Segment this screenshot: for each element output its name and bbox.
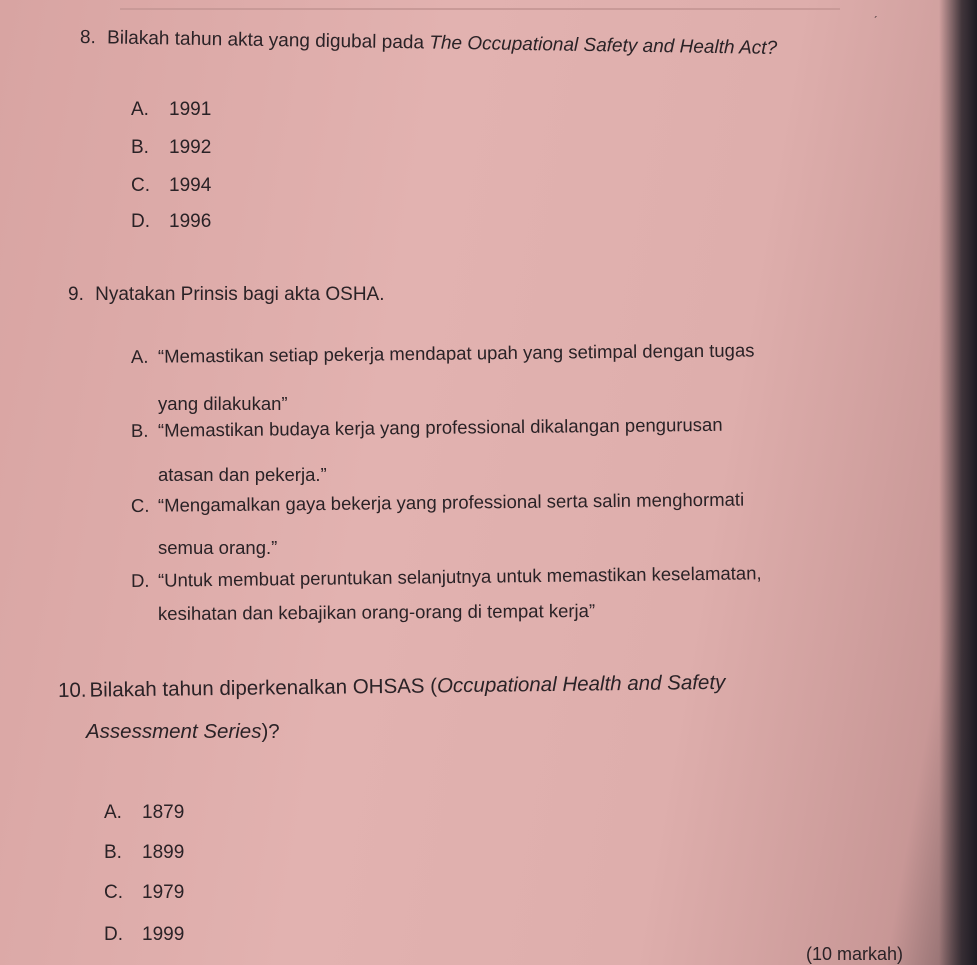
option-text: atasan dan pekerja.”	[158, 464, 327, 485]
option-letter: D.	[131, 211, 150, 232]
option-text: 1999	[142, 924, 185, 945]
question-text-italic: Assessment Series	[86, 720, 262, 743]
q9-option-a-cont	[158, 395, 288, 414]
question-9	[68, 285, 385, 304]
option-text: 1991	[169, 99, 212, 120]
q8-option-b	[131, 138, 211, 157]
top-rule	[120, 8, 840, 10]
marks-label: (10 markah)	[806, 944, 904, 964]
question-text: Bilakah tahun akta yang digubal pada	[106, 27, 430, 54]
q8-option-a	[131, 100, 211, 119]
option-letter: A.	[130, 345, 149, 367]
option-letter: B.	[104, 842, 122, 863]
pen-mark: ˏ	[873, 2, 878, 18]
option-letter: D.	[130, 569, 150, 591]
q8-option-d	[131, 212, 211, 231]
q10-option-c	[104, 883, 184, 902]
question-text-italic: The Occupational Safety and Health Act?	[429, 32, 778, 59]
option-letter: A.	[131, 99, 149, 120]
question-8	[80, 28, 777, 58]
option-letter: B.	[131, 137, 149, 158]
q9-option-b	[130, 413, 723, 441]
q9-option-c	[130, 488, 745, 516]
option-text: 1879	[142, 802, 185, 823]
q10-option-a	[104, 803, 184, 822]
option-letter: C.	[104, 882, 123, 903]
question-text-italic: Occupational Health and Safety	[436, 670, 726, 698]
q9-option-d	[131, 564, 762, 590]
question-10	[57, 670, 726, 702]
q9-option-d-cont	[157, 599, 596, 624]
option-letter: A.	[104, 802, 122, 823]
option-text: “Memastikan setiap pekerja mendapat upah yang setimpal dengan tugas	[157, 339, 755, 367]
question-number: 10.	[57, 678, 87, 702]
question-number: 8.	[79, 27, 97, 49]
option-text: yang dilakukan”	[158, 393, 288, 414]
question-10-cont	[86, 722, 280, 743]
q10-option-d	[104, 925, 184, 944]
option-text: “Memastikan budaya kerja yang professional dikalangan pengurusan	[157, 413, 723, 441]
option-text: 1994	[169, 175, 212, 196]
question-text: )?	[261, 720, 280, 743]
option-letter: B.	[130, 419, 149, 441]
option-text: semua orang.”	[158, 537, 278, 558]
option-text: kesihatan dan kebajikan orang-orang di tempat kerja”	[157, 599, 596, 624]
q9-option-c-cont	[158, 539, 277, 558]
option-letter: C.	[130, 494, 150, 516]
q9-option-b-cont	[158, 466, 327, 485]
q9-option-a	[131, 341, 755, 366]
option-letter: D.	[104, 924, 123, 945]
option-text: 1996	[169, 211, 212, 232]
option-text: “Mengamalkan gaya bekerja yang professional serta salin menghormati	[157, 488, 745, 516]
q8-option-c	[131, 176, 211, 195]
option-text: 1899	[142, 842, 185, 863]
q10-option-b	[104, 843, 184, 862]
question-text: Bilakah tahun diperkenalkan OHSAS (	[89, 674, 438, 702]
question-text: Nyatakan Prinsis bagi akta OSHA.	[95, 284, 385, 305]
option-text: 1992	[169, 137, 212, 158]
option-text: “Untuk membuat peruntukan selanjutnya untuk memastikan keselamatan,	[157, 562, 762, 591]
question-number: 9.	[68, 284, 84, 305]
option-text: 1979	[142, 882, 185, 903]
page-edge-shadow	[939, 0, 977, 965]
option-letter: C.	[131, 175, 150, 196]
